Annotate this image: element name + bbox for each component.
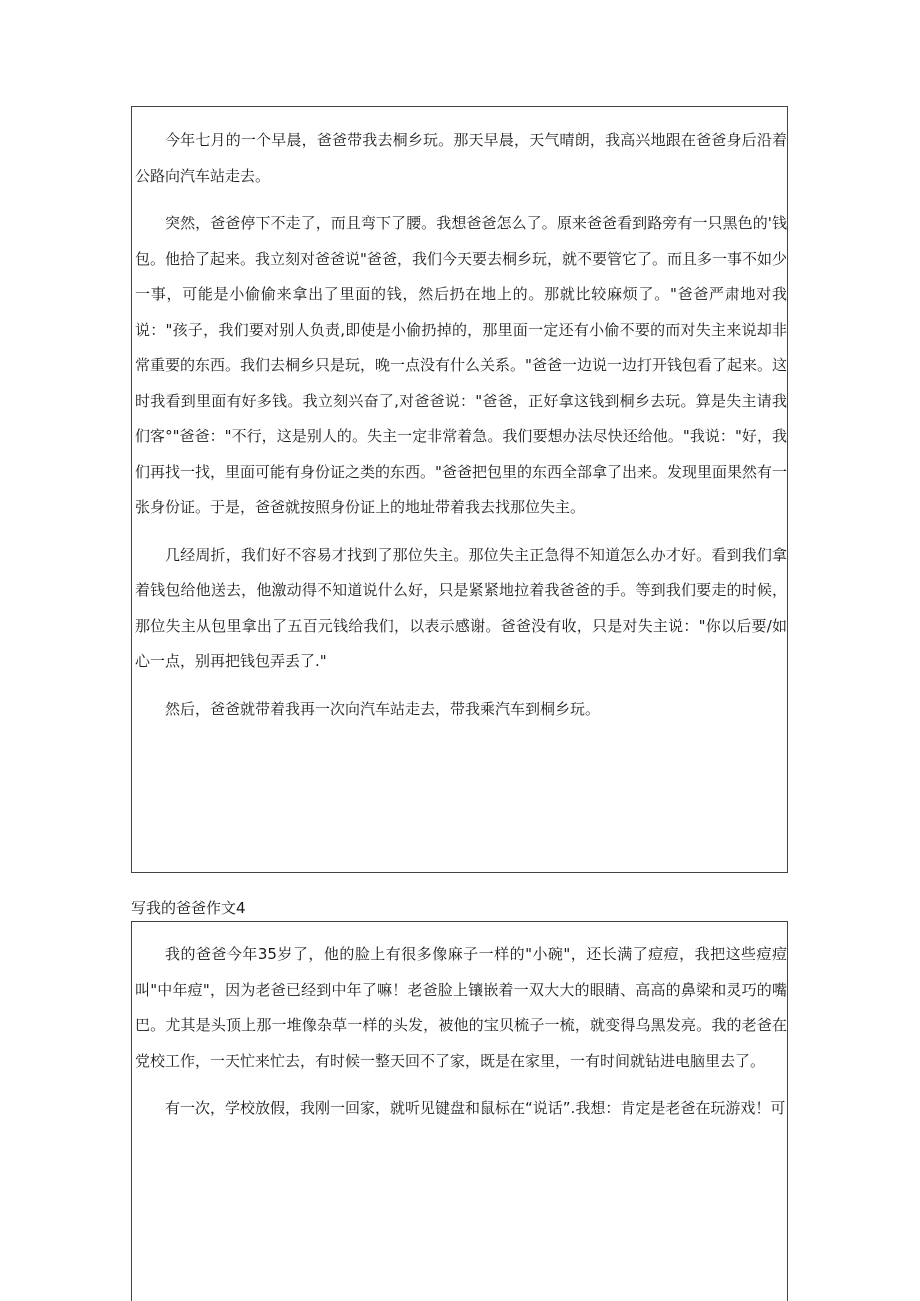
paragraph: 今年七月的一个早晨，爸爸带我去桐乡玩。那天早晨，天气晴朗，我高兴地跟在爸爸身后沿着公路向汽车站走去。	[135, 131, 787, 185]
paragraph: 几经周折，我们好不容易才找到了那位失主。那位失主正急得不知道怎么办才好。看到我们拿着钱包给他送去，他激动得不知道说什么好，只是紧紧地拉着我爸爸的手。等到我们要走的时候，那位失主从包里拿出了五百元钱给我们，以表示感谢。爸爸没有收，只是对失主说："你以后要/如心一点，别再把钱包弄丢了."	[135, 545, 787, 670]
paragraph: 然后，爸爸就带着我再一次向汽车站走去，带我乘汽车到桐乡玩。	[165, 699, 601, 718]
essay-text-box-1	[131, 106, 788, 873]
section-title: 写我的爸爸作文4	[131, 899, 246, 917]
paragraph: 突然，爸爸停下不走了，而且弯下了腰。我想爸爸怎么了。原来爸爸看到路旁有一只黑色的'钱包。他拾了起来。我立刻对爸爸说"爸爸，我们今天要去桐乡玩，就不要管它了。而且多一事不如少一事，可能是小偷偷来拿出了里面的钱，然后扔在地上的。那就比较麻烦了。"爸爸严肃地对我说："孩子，我们要对别人负责,即使是小偷扔掉的，那里面一定还有小偷不要的而对失主来说却非常重要的东西。我们去桐乡只是玩，晚一点没有什么关系。"爸爸一边说一边打开钱包看了起来。这时我看到里面有好多钱。我立刻兴奋了,对爸爸说："爸爸，正好拿这钱到桐乡去玩。算是失主请我们客°"爸爸："不行，这是别人的。失主一定非常着急。我们要想办法尽快还给他。"我说："好，我们再找一找，里面可能有身份证之类的东西。"爸爸把包里的东西全部拿了出来。发现里面果然有一张身份证。于是，爸爸就按照身份证上的地址带着我去找那位失主。	[135, 214, 787, 516]
essay-text-box-2	[131, 921, 788, 1301]
paragraph: 我的爸爸今年35岁了，他的脸上有很多像麻子一样的"小碗"，还长满了痘痘，我把这些痘痘叫"中年痘"，因为老爸已经到中年了嘛！老爸脸上镶嵌着一双大大的眼睛、高高的鼻梁和灵巧的嘴巴。尤其是头顶上那一堆像杂草一样的头发，被他的宝贝梳子一梳，就变得乌黑发亮。我的老爸在党校工作，一天忙来忙去，有时候一整天回不了家，既是在家里，一有时间就钻进电脑里去了。	[135, 945, 787, 1070]
paragraph: 有一次，学校放假，我刚一回家，就听见键盘和鼠标在“说话”.我想：肯定是老爸在玩游戏！可	[165, 1099, 786, 1117]
